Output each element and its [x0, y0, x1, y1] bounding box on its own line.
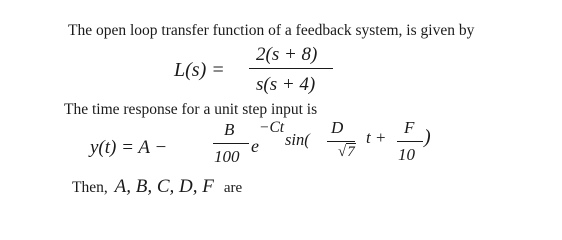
exponent: −Ct: [259, 119, 285, 136]
exponential-base: e: [251, 136, 259, 156]
intro-text: The open loop transfer function of a feedback system, is given by: [68, 22, 475, 39]
tf-fraction-bar: [249, 68, 333, 69]
question-lead: Then,: [72, 179, 108, 196]
sqrt-symbol: √: [338, 144, 347, 160]
sqrt-seven: [338, 144, 356, 161]
fraction-b-bar: [213, 143, 249, 144]
fraction-f-numerator: F: [404, 118, 415, 137]
fraction-f-bar: [397, 141, 423, 142]
fraction-b-denominator: 100: [214, 147, 240, 166]
tf-lhs: L(s) =: [174, 59, 225, 81]
fraction-d-numerator: D: [331, 118, 344, 137]
time-variable: t: [366, 128, 371, 147]
fraction-d-bar: [327, 141, 355, 142]
plus-sign: +: [376, 128, 386, 147]
tf-denominator: s(s + 4): [256, 74, 316, 95]
fraction-f-denominator: 10: [398, 145, 415, 164]
sine-close: ): [424, 126, 431, 148]
fraction-b-numerator: B: [224, 120, 235, 139]
question-text: [72, 176, 242, 198]
step-response-text: The time response for a unit step input is: [64, 101, 318, 118]
question-variables: A, B, C, D, F: [114, 176, 214, 197]
response-lhs: y(t) = A −: [90, 137, 168, 158]
tf-numerator: 2(s + 8): [256, 44, 318, 65]
question-tail: are: [223, 180, 243, 196]
sqrt-radicand: 7: [347, 144, 355, 160]
sine-open: sin(: [285, 130, 310, 149]
